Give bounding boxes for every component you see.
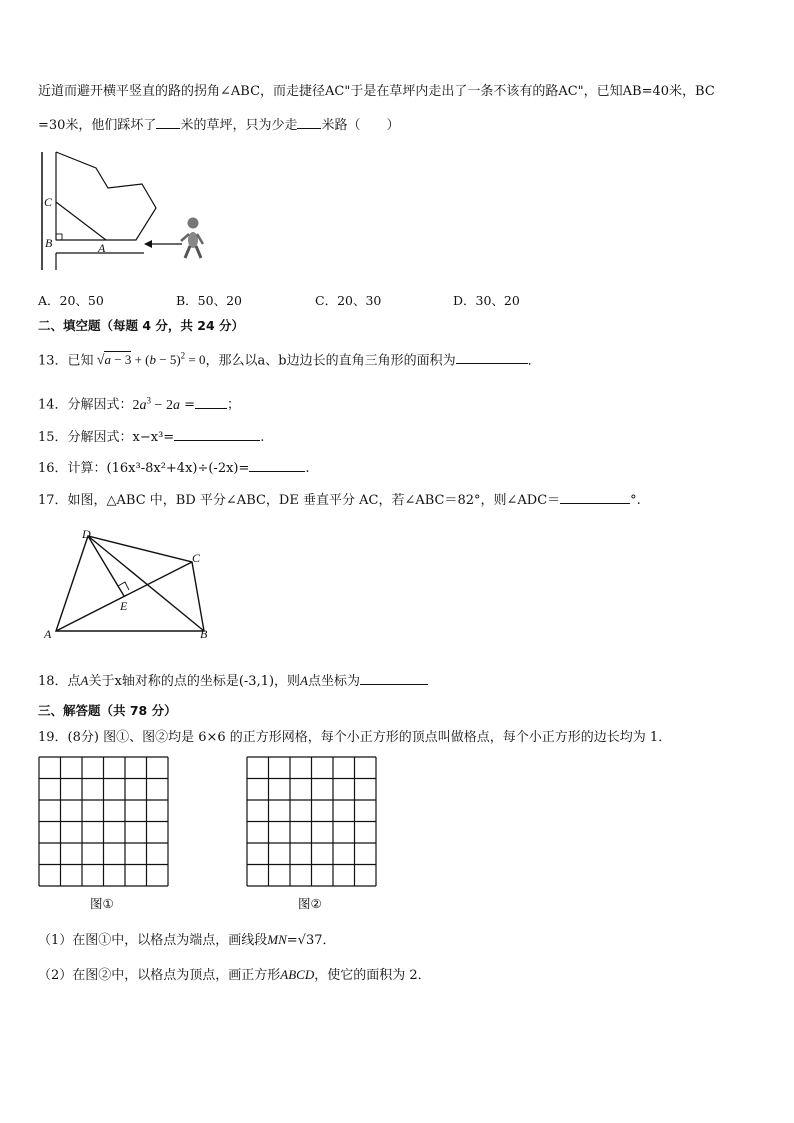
q19-part2-b: ，使它的面积为 2． xyxy=(314,968,431,983)
blank xyxy=(249,458,305,472)
q12-line2b: 米的草坪，只为少走 xyxy=(180,118,298,133)
q19-part2-abcd: ABCD xyxy=(280,967,315,982)
option-c: C．20、30 xyxy=(315,293,382,308)
grid-2 xyxy=(246,756,377,887)
blank xyxy=(195,395,227,409)
grid-1 xyxy=(38,756,169,887)
q18-mid: 关于x轴对称的点的坐标是(-3,1)，则 xyxy=(88,674,301,689)
label-a: A xyxy=(98,241,106,255)
q16-text: 16．计算：(16x³-8x²+4x)÷(-2x)= xyxy=(38,461,250,476)
q19-stem: 19．(8分) 图①、图②均是 6×6 的正方形网格，每个小正方形的顶点叫做格点，每个小正方形的边长均为 1． xyxy=(38,730,672,745)
q18-prefix: 18．点 xyxy=(38,674,81,689)
q19-part2 xyxy=(38,966,431,985)
q14-suffix: ； xyxy=(226,397,240,413)
section-3-heading: 三、解答题（共 78 分） xyxy=(38,703,177,718)
blank xyxy=(156,115,180,129)
q17-end: °. xyxy=(630,493,641,508)
q12-line1: 近道而避开横平竖直的路的拐角∠ABC，而走捷径AC"于是在草坪内走出了一条不该有的路AC"，已知AB=40米，BC xyxy=(38,84,715,99)
q16-end: . xyxy=(305,461,310,476)
grid-1-caption: 图① xyxy=(90,896,114,911)
q18 xyxy=(38,671,428,691)
q14-expression: $2a^3 - 2a$ xyxy=(132,395,180,413)
q12-line2c: 米路（ ） xyxy=(321,118,400,133)
q12-line2a: =30米，他们踩坏了 xyxy=(38,118,157,133)
blank xyxy=(360,671,428,685)
q14-prefix: 14．分解因式： xyxy=(38,397,133,413)
label-d: D xyxy=(82,527,91,541)
q19-part1 xyxy=(38,931,336,950)
q19-part2-a: （2）在图②中，以格点为顶点，画正方形 xyxy=(38,968,281,983)
blank xyxy=(297,115,321,129)
label-e: E xyxy=(120,599,128,613)
option-b: B．50、20 xyxy=(176,293,242,308)
label-c: C xyxy=(192,551,201,565)
q17-figure xyxy=(38,524,218,644)
label-c: C xyxy=(44,195,53,209)
q19-part1-b: =√37． xyxy=(286,933,336,948)
q18-end: 点坐标为 xyxy=(308,674,361,689)
grid-2-caption: 图② xyxy=(298,896,322,911)
q13-equation: $√a - 3 + (b - 5)^2 = 0$ xyxy=(96,351,206,369)
q16 xyxy=(38,458,310,478)
q17 xyxy=(38,490,641,510)
q19-part1-mn: MN xyxy=(267,932,287,947)
q17-text: 17．如图，△ABC 中，BD 平分∠ABC，DE 垂直平分 AC，若∠ABC＝82°，则∠ADC＝ xyxy=(38,493,561,508)
q12-figure xyxy=(36,150,216,275)
q15-end: . xyxy=(260,430,265,445)
q18-a: A xyxy=(80,673,89,688)
label-a: A xyxy=(44,627,52,641)
q13-prefix: 13．已知 xyxy=(38,353,94,369)
blank xyxy=(560,490,630,504)
q14: 14．分解因式：$2a^3 - 2a$ = ； xyxy=(38,395,240,413)
blank xyxy=(174,427,260,441)
option-a: A．20、50 xyxy=(38,293,104,308)
q15 xyxy=(38,427,264,447)
q12-line2 xyxy=(38,115,399,135)
q19-part1-a: （1）在图①中，以格点为端点，画线段 xyxy=(38,933,268,948)
option-d: D．30、20 xyxy=(453,293,520,308)
q13-end: ． xyxy=(527,353,541,369)
label-b: B xyxy=(45,236,53,250)
person-icon xyxy=(181,218,203,259)
q13-mid: ，那么以a、b边边长的直角三角形的面积为 xyxy=(205,353,456,369)
q15-prefix: 15．分解因式：x−x³= xyxy=(38,430,175,445)
label-b: B xyxy=(200,627,208,641)
q18-a2: A xyxy=(300,673,308,688)
blank xyxy=(456,350,528,364)
section-2-heading: 二、填空题（每题 4 分，共 24 分） xyxy=(38,318,245,333)
q13 xyxy=(38,347,541,370)
